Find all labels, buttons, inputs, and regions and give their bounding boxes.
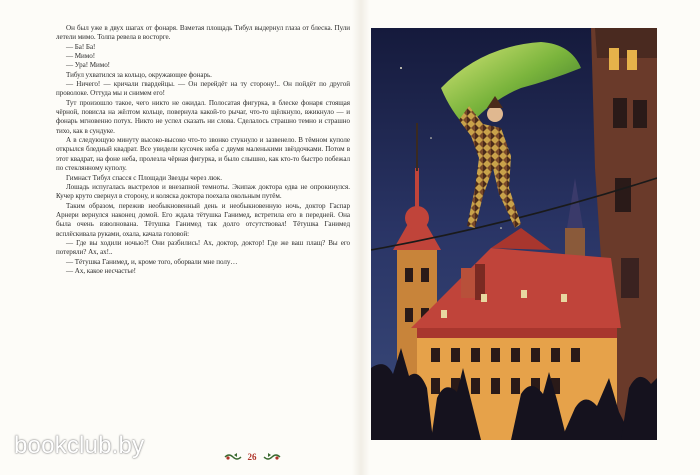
paragraph: Лошадь испугалась выстрелов и внезапной темноты. Экипаж доктора едва не опрокинулся. Кучер круто свернул в сторону, и коляска доктора поехала окольным путём.	[56, 182, 350, 201]
paragraph: Он был уже в двух шагах от фонаря. Взметая площадь Тибул выдернул глаза от блеска. Пули летели мимо. Толпа ревела в восторге.	[56, 24, 350, 42]
watermark: bookclub.by	[14, 432, 145, 459]
ornament-right-icon	[263, 452, 281, 462]
paragraph: А в следующую минуту высоко-высоко что-то звонко стукнуло и зазвенело. В тёмном куполе открылся бледный квадрат. Все увидели кусочек неба с двумя маленькими звёздочками. Потом в этот квадрат, на фоне неба, пролезла чёрная фигурка, и было слышно, как кто-то быстро побежал по стеклянному куполу.	[56, 136, 350, 173]
paragraph: — Тётушка Ганимед, и, кроме того, оборвали мне полу…	[66, 257, 238, 266]
paragraph: Тут произошло такое, чего никто не ожидал. Полосатая фигурка, в блеске фонаря стоящая чёрной, повисла на жёлтом кольце, повернула какой-то рычаг, что-то щёлкнуло, вжикнуло — и фонарь мгновенно потух. Никто не успел сказать ни слова. Сделалось страшно темно и страшно тихо, как в сундуке.	[56, 98, 350, 135]
paragraph: — Ничего! — кричали гвардейцы. — Он перейдёт на ту сторону!.. Он пойдёт по другой проволоке. Оттуда мы и снимем его!	[56, 80, 350, 98]
ornament-left-icon	[224, 452, 242, 462]
paragraph: — Мимо!	[66, 52, 96, 61]
paragraph: — Ах, какое несчастье!	[66, 266, 136, 275]
paragraph: — Ура! Мимо!	[66, 61, 110, 70]
paragraph: Тибул ухватился за кольцо, окружающее фонарь.	[66, 70, 212, 79]
page-folio	[212, 450, 292, 464]
page-text	[56, 24, 350, 276]
paragraph: — Ба! Ба!	[66, 42, 96, 51]
paragraph: Гимнаст Тибул спасся с Площади Звезды через люк.	[66, 173, 222, 182]
illustration-image	[371, 28, 657, 440]
book-gutter	[352, 0, 370, 475]
page-number: 26	[247, 452, 257, 462]
paragraph: — Где вы ходили ночью?! Они разбились! Ах, доктор, доктор! Где же ваш плащ? Вы его потеряли? Ах, ах!..	[56, 238, 350, 257]
tightrope-illustration	[371, 28, 657, 440]
paragraph: Таким образом, пережив необыкновенный день и необыкновенную ночь, доктор Гаспар Арнери вернулся наконец домой. Его ждала тётушка Ганимед, встретила его в передней. Она была очень взволнована. Тётушка Ганимед так долго отсутствовал! Тётушка Ганимед всплёскивала руками, охала, качала головой:	[56, 201, 350, 238]
